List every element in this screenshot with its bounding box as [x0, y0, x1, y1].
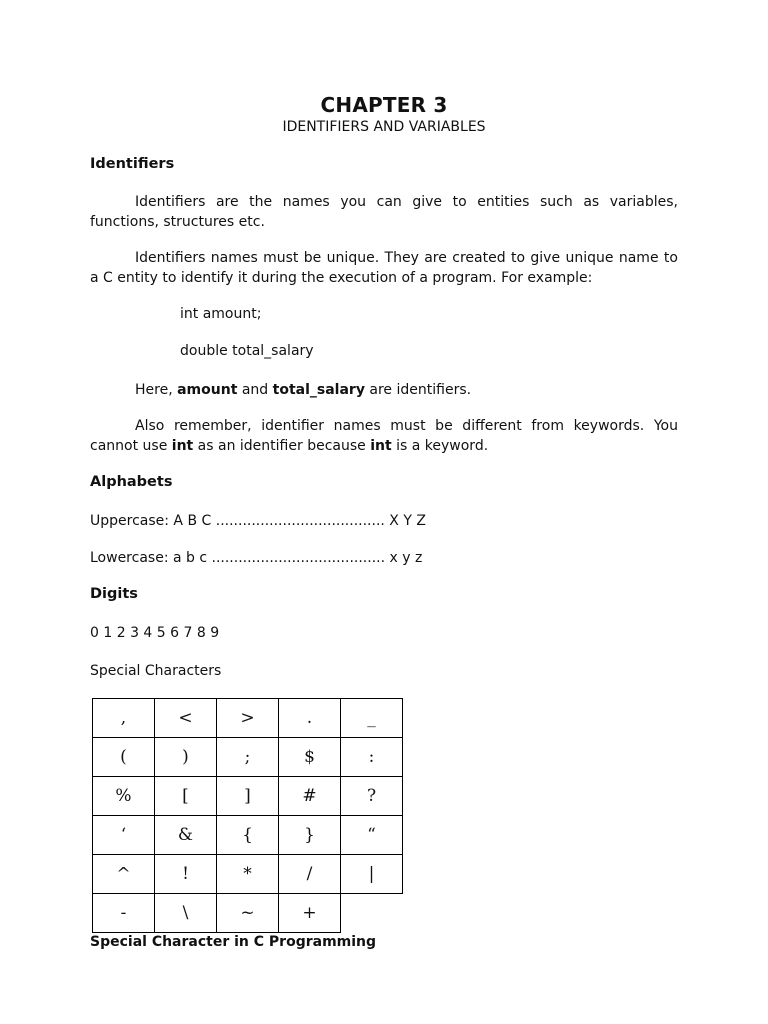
table-cell: |	[341, 855, 403, 894]
table-cell	[341, 894, 403, 933]
special-characters-table	[92, 698, 403, 933]
table-cell: _	[341, 699, 403, 738]
table-cell: %	[93, 777, 155, 816]
table-cell: +	[279, 894, 341, 933]
table-cell: “	[341, 816, 403, 855]
text-run: is a keyword.	[391, 437, 489, 454]
table-cell: $	[279, 738, 341, 777]
identifiers-example-sentence	[135, 380, 471, 400]
text-run: and	[237, 382, 273, 398]
table-cell: ,	[93, 699, 155, 738]
table-cell: {	[217, 816, 279, 855]
table-cell: ^	[93, 855, 155, 894]
table-cell: *	[217, 855, 279, 894]
identifiers-paragraph-2: Identifiers names must be unique. They are created to give unique name to a C entity to identify it during the execution of a program. For example:	[90, 250, 678, 286]
special-characters-heading: Special Characters	[90, 663, 222, 679]
table-cell: (	[93, 738, 155, 777]
table-cell: ‘	[93, 816, 155, 855]
text-run: Here,	[135, 382, 178, 398]
table-cell: ~	[217, 894, 279, 933]
digits-heading: Digits	[90, 586, 138, 602]
table-cell: :	[341, 738, 403, 777]
table-row	[93, 816, 403, 855]
special-characters-caption: Special Character in C Programming	[90, 934, 377, 950]
text-run: are identifiers.	[364, 382, 472, 398]
alphabets-heading: Alphabets	[90, 474, 173, 490]
code-example-total-salary: double total_salary	[180, 343, 314, 359]
table-cell: .	[279, 699, 341, 738]
lowercase-line: Lowercase: a b c ....................................... x y z	[90, 550, 423, 566]
table-cell: ]	[217, 777, 279, 816]
table-cell: #	[279, 777, 341, 816]
identifiers-heading: Identifiers	[90, 156, 175, 172]
table-cell: >	[217, 699, 279, 738]
keywords-note	[90, 417, 678, 456]
table-cell: }	[279, 816, 341, 855]
text-run: Also remember, identifier names must be different from keywords. You cannot use	[90, 418, 678, 454]
table-row	[93, 738, 403, 777]
digits-line: 0 1 2 3 4 5 6 7 8 9	[90, 625, 220, 641]
table-cell: \	[155, 894, 217, 933]
text-run: as an identifier because	[193, 437, 371, 454]
table-cell: ;	[217, 738, 279, 777]
table-cell: &	[155, 816, 217, 855]
table-cell: ?	[341, 777, 403, 816]
table-cell: !	[155, 855, 217, 894]
table-cell: <	[155, 699, 217, 738]
chapter-title: CHAPTER 3	[320, 93, 448, 117]
table-cell: /	[279, 855, 341, 894]
table-row	[93, 777, 403, 816]
table-row	[93, 855, 403, 894]
bold-int: int	[370, 437, 392, 454]
chapter-subtitle: IDENTIFIERS AND VARIABLES	[282, 119, 486, 135]
table-cell: [	[155, 777, 217, 816]
identifiers-paragraph-1: Identifiers are the names you can give to entities such as variables, functions, structures etc.	[90, 194, 678, 230]
table-row	[93, 699, 403, 738]
uppercase-line: Uppercase: A B C ...................................... X Y Z	[90, 513, 426, 529]
bold-total-salary: total_salary	[272, 382, 365, 398]
code-example-amount: int amount;	[180, 306, 262, 322]
table-row	[93, 894, 403, 933]
table-cell: )	[155, 738, 217, 777]
bold-amount: amount	[177, 382, 238, 398]
bold-int: int	[171, 437, 194, 454]
table-cell: -	[93, 894, 155, 933]
